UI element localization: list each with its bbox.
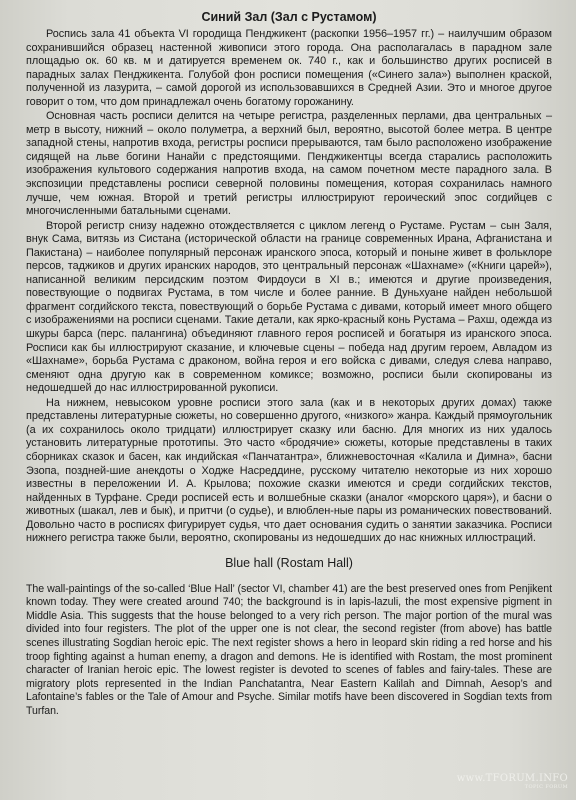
russian-section: [26, 10, 552, 546]
watermark-text: www.TFORUM.INFO: [456, 773, 568, 784]
russian-paragraph-3: Второй регистр снизу надежно отождествляется с циклом легенд о Рустаме. Рустам – сын Заля, внук Сама, витязь из Систана (исторической области на границе современных Ирана, Афганистана и Пакистана) – наиболее популярный персонаж иранского эпоса, который и поныне живет в фольклоре персов, таджиков и других иранских народов, это центральный персонаж «Шахнаме» («Книги царей»), написанной великим персидским поэтом Фирдоуси в XI в.; имеются и другие произведения, повествующие о подвигах Рустама, в том числе и более ранние. В Дуньхуане найден небольшой фрагмент согдийского текста, повествующий о борьбе Рустама с дивами, который имеет много общего с изображениями на росписи сценами. Такие детали, как ярко-красный конь Рустама – Рахш, одежда из шкуры барса (перс. палангина) объединяют главного героя росписей и богатыря из иранского эпоса. Росписи как бы иллюстрируют сказание, и ключевые сцены – победа над другим героем, Авладом из «Шахнаме», борьба Рустама с драконом, война героя и его войска с дивами, следуя слева направо, сменяют одна другую как в современном комиксе; возможно, росписи были скопированы из недошедшей до нас иллюстрированной рукописи.: [26, 219, 552, 395]
english-paragraph: The wall-paintings of the so-called ‘Blue Hall’ (sector VI, chamber 41) are the best preserved ones from Penjikent known today. They were created around 740; the background is in lapis-lazuli, the most expensive pigment in Middle Asia. This suggests that the house belonged to a very rich person. The major portion of the mural was divided into four registers. The plot of the upper one is not clear, the second register (from above) has battle scenes illustrating Sogdian heroic epic. The next register shows a hero in leopard skin riding a red horse and his troop fighting against a human enemy, a dragon and demons. He is identified with Rostam, the most prominent character of Iranian heroic epic. The lowest register is devoted to scenes of fables and fairy-tales. These are migratory plots represented in the Indian Panchatantra, Near Eastern Kalilah and Dimnah, Aesop’s and Lafontaine’s fables or the Tale of Amour and Psyche. Similar motifs have been discovered in Sogdian texts from Turfan.: [26, 582, 552, 717]
russian-paragraph-2: Основная часть росписи делится на четыре регистра, разделенных перлами, два центральных – метр в высоту, нижний – около полуметра, а верхний был, вероятно, высотой более метра. В центре западной стены, напротив входа, регистры росписи прерываются, там было расположено изображение сидящей на льве богини Нанайи с предстоящими. Пенджикентцы всегда старались расположить изображения культового содержания напротив входа, на самом почетном месте парадного зала. В экспозиции представлены росписи северной половины помещения, которая сохранилась намного лучше, чем южная. Второй и третий регистры иллюстрируют героический эпос согдийцев с многочисленными батальными сценами.: [26, 110, 552, 218]
site-watermark: [457, 773, 568, 790]
russian-title: Синий Зал (Зал с Рустамом): [201, 10, 377, 24]
english-section: [26, 556, 552, 718]
english-title: Blue hall (Rostam Hall): [225, 555, 353, 570]
watermark-subtext: TOPIC FORUM: [524, 784, 568, 790]
russian-paragraph-1: Роспись зала 41 объекта VI городища Пенджикент (раскопки 1956–1957 гг.) – наилучшим образом сохранившийся образец настенной живописи этого города. Она располагалась в парадном зале площадью ок. 60 кв. м и датируется временем ок. 740 г., как и большинство других росписей в парадных залах Пенджикента. Голубой фон росписи помещения («Синего зала») выполнен краской, полученной из лазурита, – самой дорогой из использовавшихся в Средней Азии. Это и многое другое говорит о том, что дом принадлежал очень богатому горожанину.: [26, 28, 552, 108]
russian-paragraph-4: На нижнем, невысоком уровне росписи этого зала (как и в некоторых других домах) также представлены литературные сюжеты, но совершенно другого, «низкого» жанра. Каждый прямоугольник (а их сохранилось около тридцати) иллюстрирует сказку или басню. Для многих из них удалось установить литературные прототипы. Это часто «бродячие» сюжеты, которые представлены в таких сборниках сказок и басен, как индийская «Панчатантра», ближневосточная «Калила и Димна», басни Эзопа, поздней-шие анекдоты о Ходже Насреддине, русскому читателю некоторые из них хорошо известны в переложении И. А. Крылова; похожие сказки имеются и среди согдийских текстов, найденных в Турфане. Среди росписей есть и волшебные сказки (аналог «морского царя»), и басни о животных (шакал, лев и бык), и притчи (о судье), и влюблен-ные пары из романических повествований. Довольно часто в росписях фигурирует судья, что дает основания судить о занятии заказчика. Росписи нижнего регистра также были, вероятно, скопированы из недошедших до нас книжных иллюстраций.: [26, 396, 552, 545]
